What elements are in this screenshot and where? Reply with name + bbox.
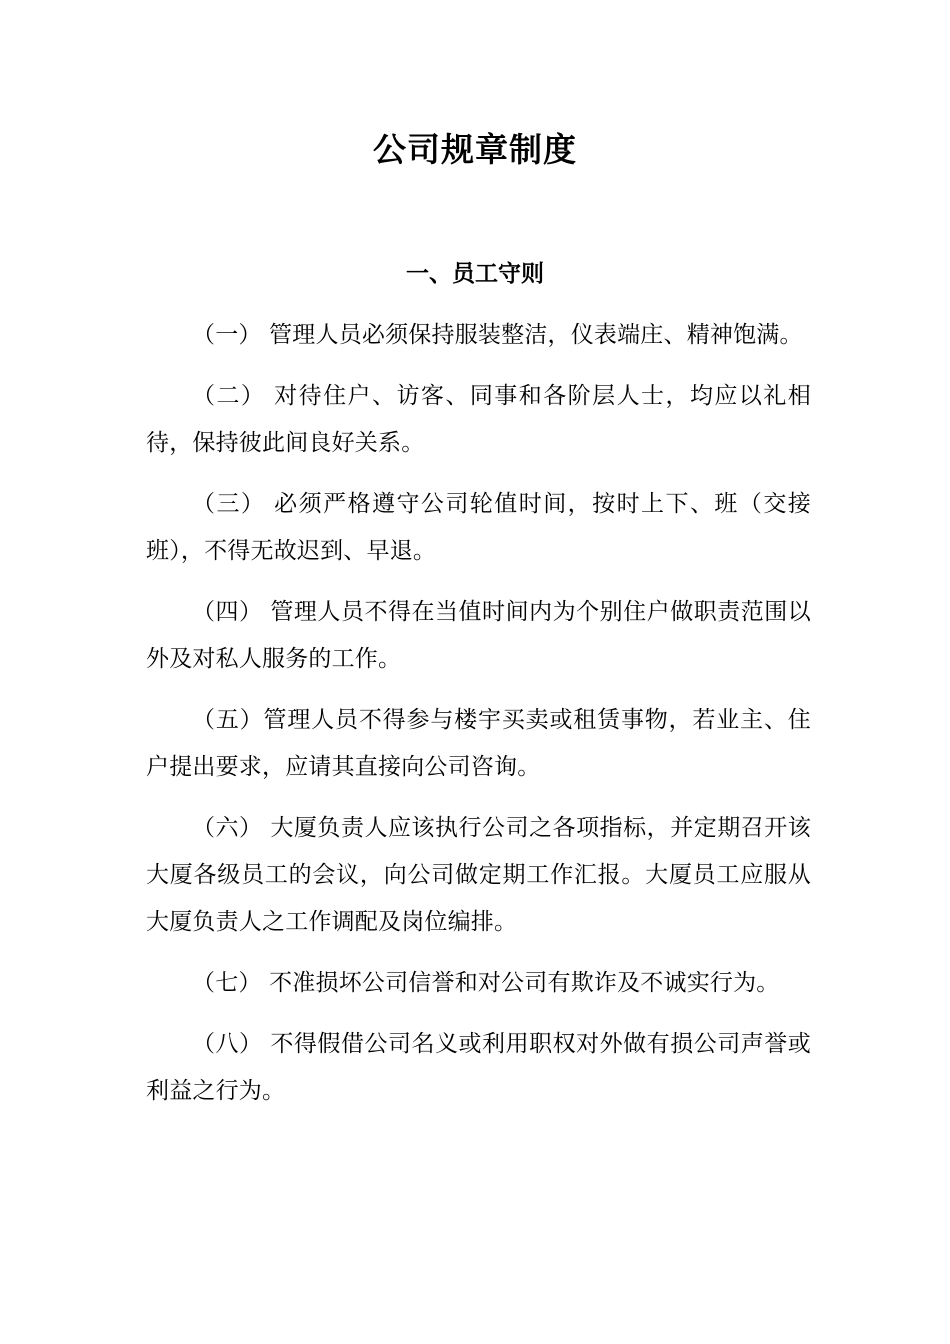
rule-paragraph-1: （一） 管理人员必须保持服装整洁，仪表端庄、精神饱满。	[192, 322, 803, 348]
rule-paragraph-5: （五）管理人员不得参与楼宇买卖或租赁事物，若业主、住户提出要求，应请其直接向公司咨询。	[146, 707, 811, 780]
document-body	[146, 312, 811, 1129]
document-title: 公司规章制度	[373, 130, 577, 169]
rule-paragraph-4: （四） 管理人员不得在当值时间内为个别住户做职责范围以外及对私人服务的工作。	[146, 599, 811, 672]
section-title: 一、员工守则	[406, 260, 544, 287]
rule-paragraph-3: （三） 必须严格遵守公司轮值时间，按时上下、班（交接班），不得无故迟到、早退。	[146, 491, 811, 564]
rule-paragraph-6: （六） 大厦负责人应该执行公司之各项指标，并定期召开该大厦各级员工的会议，向公司做定期工作汇报。大厦员工应服从大厦负责人之工作调配及岗位编排。	[146, 815, 811, 935]
rule-paragraph-2: （二） 对待住户、访客、同事和各阶层人士，均应以礼相待，保持彼此间良好关系。	[146, 383, 811, 456]
rule-paragraph-8: （八） 不得假借公司名义或利用职权对外做有损公司声誉或利益之行为。	[146, 1031, 811, 1104]
rule-paragraph-7: （七） 不准损坏公司信誉和对公司有欺诈及不诚实行为。	[192, 970, 780, 996]
